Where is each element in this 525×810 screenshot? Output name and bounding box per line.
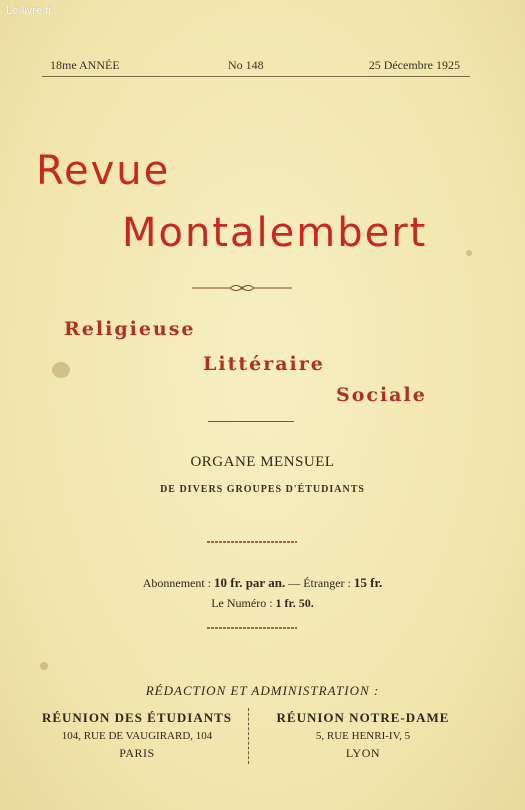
right-org-name: RÉUNION NOTRE-DAME bbox=[276, 710, 450, 725]
year-label: 18me ANNÉE bbox=[50, 58, 120, 72]
etranger-price: 15 fr. bbox=[353, 575, 383, 590]
subtitle-sociale: Sociale bbox=[336, 384, 427, 406]
paper-stain bbox=[52, 362, 70, 378]
organe-subheading: DE DIVERS GROUPES D'ÉTUDIANTS bbox=[160, 484, 365, 495]
left-org-name: RÉUNION DES ÉTUDIANTS bbox=[41, 710, 233, 725]
address-right bbox=[252, 710, 474, 761]
right-address: 5, RUE HENRI-IV, 5 bbox=[315, 730, 411, 742]
right-city: LYON bbox=[345, 746, 381, 760]
ornament-mid bbox=[207, 539, 297, 545]
issue-number: No 148 bbox=[228, 58, 264, 72]
divider-rule bbox=[208, 421, 294, 422]
left-address: 104, RUE DE VAUGIRARD, 104 bbox=[61, 730, 213, 742]
ornament-lower bbox=[207, 625, 297, 631]
numero-price: 1 fr. 50. bbox=[275, 596, 314, 610]
address-divider bbox=[248, 708, 250, 764]
address-left bbox=[30, 710, 244, 761]
issue-header bbox=[50, 58, 460, 72]
ornament-title bbox=[192, 283, 292, 293]
left-city: PARIS bbox=[119, 746, 155, 760]
header-rule bbox=[42, 76, 470, 77]
redaction-heading: RÉDACTION ET ADMINISTRATION : bbox=[145, 683, 380, 698]
subscription-line bbox=[0, 575, 525, 591]
title-line-2: Montalembert bbox=[122, 210, 428, 256]
abonnement-price: 10 fr. par an. bbox=[214, 575, 286, 590]
single-issue-line bbox=[0, 596, 525, 611]
title-line-1: Revue bbox=[36, 148, 171, 194]
subtitle-religieuse: Religieuse bbox=[64, 318, 196, 340]
watermark: Le-livre.fr bbox=[6, 5, 52, 17]
paper-stain bbox=[466, 250, 472, 256]
issue-date: 25 Décembre 1925 bbox=[368, 58, 460, 72]
subtitle-litteraire: Littéraire bbox=[203, 353, 325, 375]
abonnement-label: Abonnement : bbox=[142, 576, 212, 590]
paper-stain bbox=[40, 662, 48, 670]
organe-heading: ORGANE MENSUEL bbox=[190, 454, 335, 470]
numero-label: Le Numéro : bbox=[211, 596, 273, 610]
etranger-label: — Étranger : bbox=[288, 576, 351, 590]
